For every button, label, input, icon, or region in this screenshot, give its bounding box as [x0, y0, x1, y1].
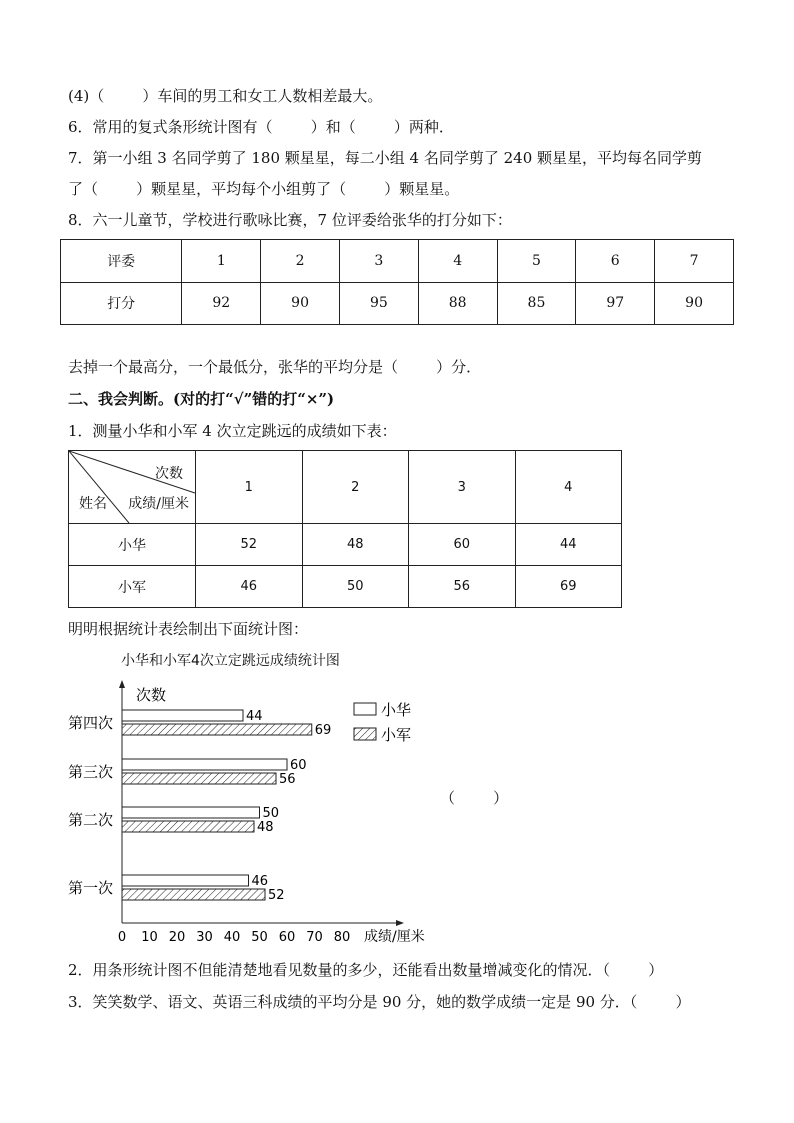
- table-cell: 92: [182, 282, 261, 325]
- table-cell: 4: [515, 451, 622, 524]
- x-axis-label: 成绩/厘米: [364, 929, 425, 945]
- x-tick-label: 10: [141, 930, 158, 945]
- question-7-line-a: 7．第一小组 3 名同学剪了 180 颗星星，每二小组 4 名同学剪了 240 颗星星，平均每名同学剪: [68, 149, 703, 167]
- chart-title: 小华和小军4次立定跳远成绩统计图: [121, 653, 340, 669]
- table-cell: 7: [655, 240, 734, 283]
- bar: [122, 889, 265, 900]
- question-8-followup: 去掉一个最高分，一个最低分，张华的平均分是（ ）分．: [68, 358, 482, 376]
- data-label: 46: [251, 874, 269, 889]
- legend-swatch: [354, 703, 376, 715]
- data-label: 48: [257, 820, 274, 835]
- data-label: 60: [290, 758, 307, 773]
- table-row: [69, 566, 622, 608]
- table-cell: 44: [515, 524, 622, 566]
- table-cell: 69: [515, 566, 622, 608]
- data-label: 50: [262, 806, 280, 821]
- bar: [122, 807, 260, 818]
- question-4-line: (4)（ ）车间的男工和女工人数相差最大。: [68, 87, 383, 105]
- header-score-label: 成绩/厘米: [128, 496, 189, 512]
- answer-blank: （ ）: [440, 789, 509, 807]
- section-2-heading: 二、我会判断。(对的打“√”错的打“×”): [68, 390, 335, 408]
- table-row: [61, 282, 734, 325]
- data-label: 56: [279, 772, 296, 787]
- judge-1-line: 1．测量小华和小军 4 次立定跳远的成绩如下表：: [68, 422, 397, 440]
- table-cell: 60: [409, 524, 516, 566]
- x-axis-arrow: [396, 920, 404, 926]
- legend-label: 小华: [381, 701, 412, 719]
- table-cell: 5: [497, 240, 576, 283]
- x-tick-label: 0: [117, 930, 127, 945]
- table-cell: 3: [339, 240, 418, 283]
- legend-swatch: [354, 728, 376, 740]
- bar: [122, 759, 287, 770]
- table-cell: 88: [418, 282, 497, 325]
- legend-label: 小军: [381, 726, 412, 744]
- score-table: [60, 239, 734, 325]
- table-cell: 50: [302, 566, 409, 608]
- table-cell: 2: [261, 240, 340, 283]
- header-count-label: 次数: [155, 466, 183, 482]
- bar: [122, 875, 249, 886]
- table-cell: 小军: [69, 566, 196, 608]
- table-cell: 2: [302, 451, 409, 524]
- table-row: [61, 240, 734, 283]
- x-tick-label: 50: [251, 930, 268, 945]
- table-cell: 1: [196, 451, 303, 524]
- chart-layer: [68, 680, 425, 945]
- bar: [122, 773, 276, 784]
- table-cell: 97: [576, 282, 655, 325]
- category-label: 第一次: [68, 879, 114, 897]
- mingming-line: 明明根据统计表绘制出下面统计图：: [68, 620, 309, 638]
- table-cell: 48: [302, 524, 409, 566]
- category-label: 第四次: [68, 714, 114, 732]
- data-label: 69: [314, 723, 332, 738]
- x-tick-label: 20: [168, 930, 186, 945]
- table-cell: 90: [261, 282, 340, 325]
- x-tick-label: 40: [223, 930, 241, 945]
- bar: [122, 724, 312, 735]
- x-tick-label: 60: [278, 930, 296, 945]
- category-label: 第二次: [68, 811, 114, 829]
- bar: [122, 821, 254, 832]
- x-tick-label: 80: [333, 930, 351, 945]
- judge-2-line: 2．用条形统计图不但能清楚地看见数量的多少，还能看出数量增减变化的情况．（ ）: [68, 961, 664, 979]
- table-cell: 3: [409, 451, 516, 524]
- table-cell: 52: [196, 524, 303, 566]
- table-cell: 小华: [69, 524, 196, 566]
- question-8-line: 8．六一儿童节，学校进行歌咏比赛，7 位评委给张华的打分如下：: [68, 211, 512, 229]
- table-cell: 56: [409, 566, 516, 608]
- table-cell: 打分: [61, 282, 182, 325]
- judge-3-line: 3．笑笑数学、语文、英语三科成绩的平均分是 90 分，她的数学成绩一定是 90 分．（ ）: [68, 993, 691, 1011]
- header-name-label: 姓名: [79, 496, 107, 512]
- question-7-line-b: 了（ ）颗星星，平均每个小组剪了（ ）颗星星。: [68, 180, 460, 198]
- x-tick-label: 30: [196, 930, 213, 945]
- table-cell: 85: [497, 282, 576, 325]
- table-cell: 90: [655, 282, 734, 325]
- table-row: [69, 451, 622, 524]
- y-axis-label: 次数: [136, 686, 167, 704]
- y-axis-arrow: [119, 680, 125, 688]
- jump-table: [68, 450, 622, 608]
- data-label: 44: [246, 709, 263, 724]
- x-tick-label: 70: [306, 930, 323, 945]
- table-row: [69, 524, 622, 566]
- table-cell: 评委: [61, 240, 182, 283]
- question-6-line: 6．常用的复式条形统计图有（ ）和（ ）两种．: [68, 118, 454, 136]
- bar-chart: [60, 670, 460, 950]
- table-cell: 1: [182, 240, 261, 283]
- table-cell: 95: [339, 282, 418, 325]
- category-label: 第三次: [68, 763, 114, 781]
- table-cell: 46: [196, 566, 303, 608]
- table-cell: 6: [576, 240, 655, 283]
- diagonal-header-cell: [69, 451, 196, 524]
- table-cell: 4: [418, 240, 497, 283]
- bar: [122, 710, 243, 721]
- data-label: 52: [268, 888, 285, 903]
